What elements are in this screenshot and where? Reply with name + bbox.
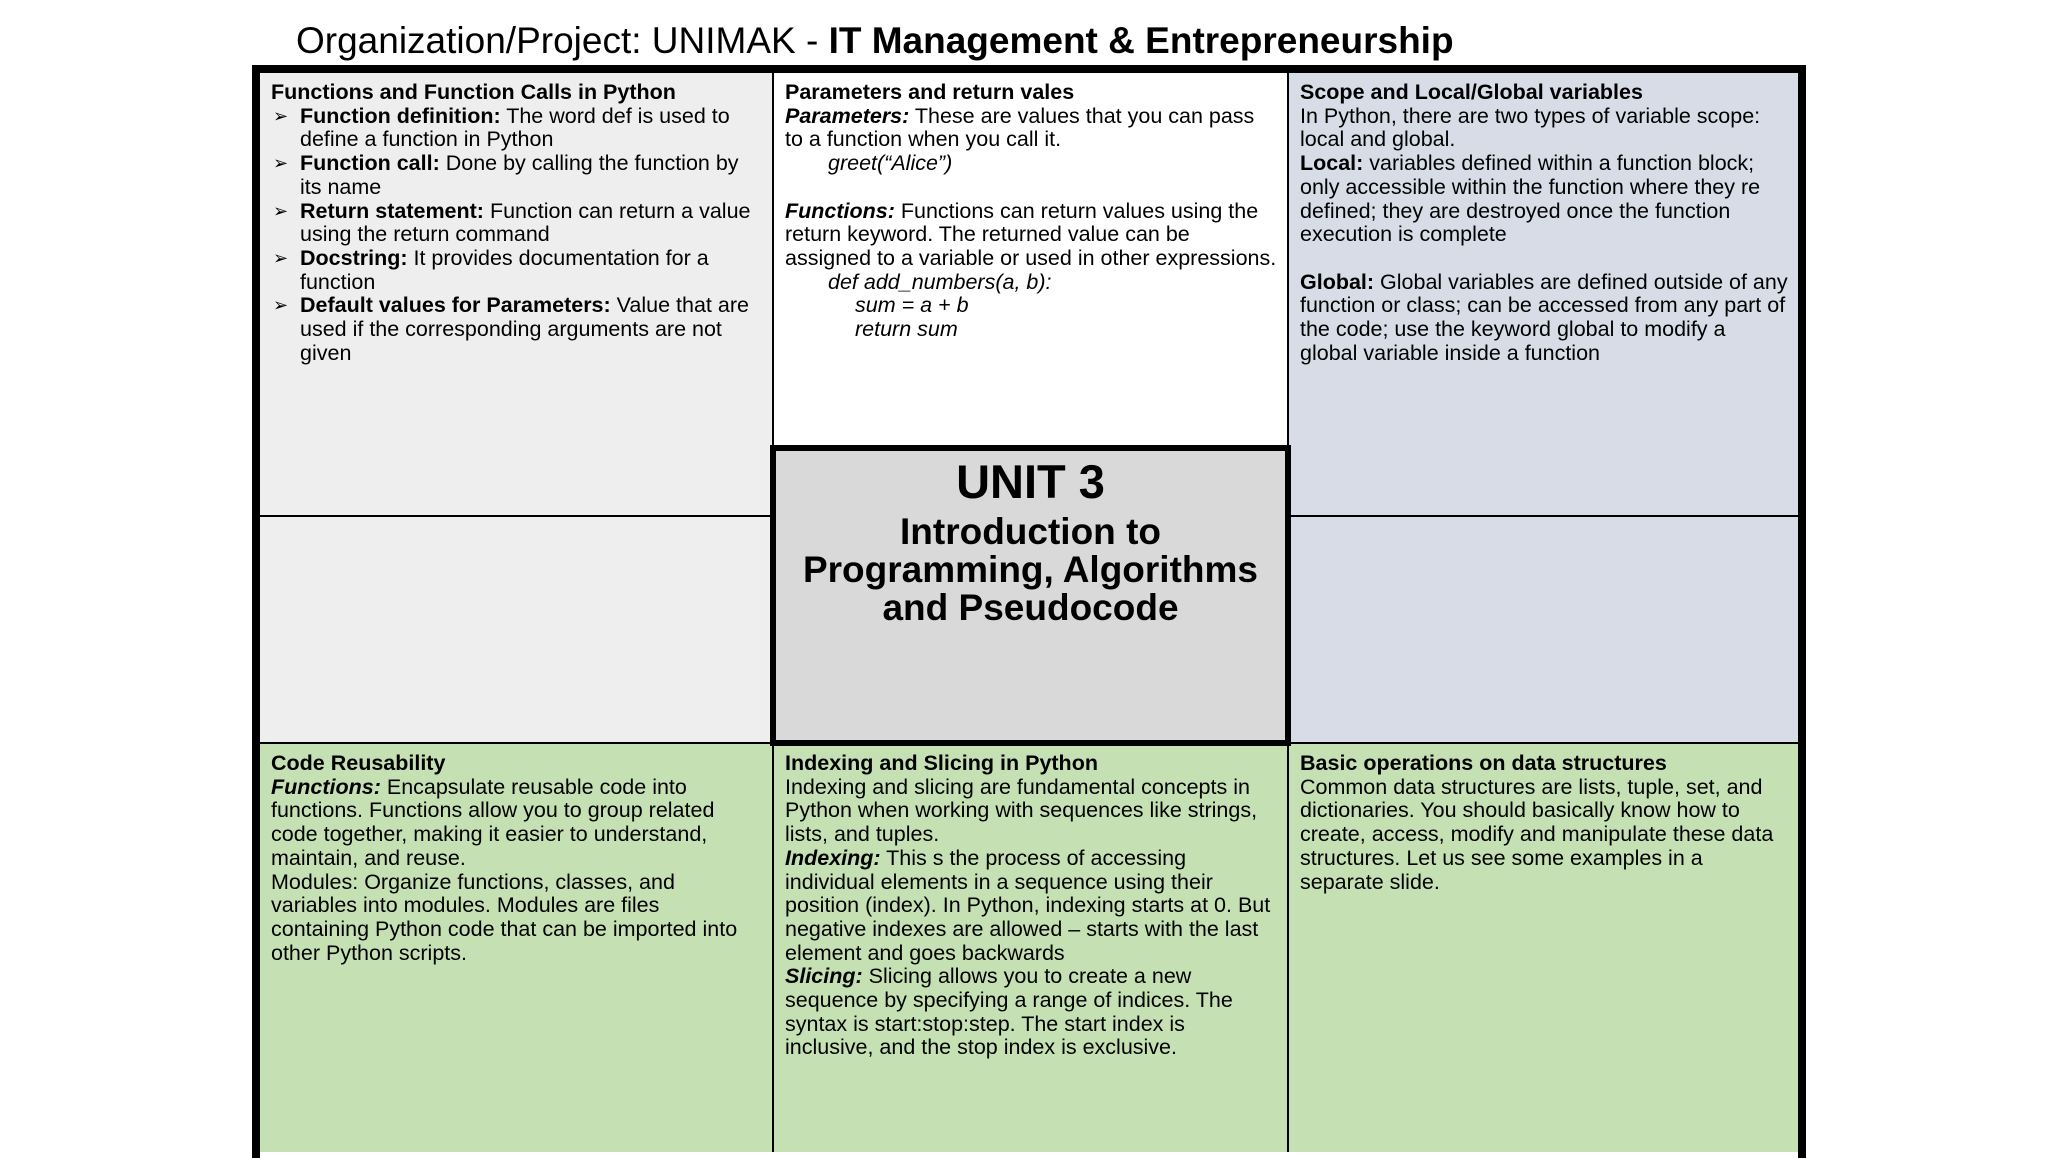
item-term: Function definition: [300, 103, 501, 128]
data-structures-heading: Basic operations on data structures [1300, 751, 1667, 775]
item-term: Function call: [300, 151, 440, 176]
middle-left-cell [260, 517, 772, 742]
list-item [271, 247, 762, 294]
list-item [271, 105, 762, 152]
scope-heading: Scope and Local/Global variables [1300, 80, 1643, 104]
unit-title: UNIT 3 [956, 455, 1105, 508]
functions-term: Functions: [785, 198, 895, 223]
global-term: Global: [1300, 269, 1375, 294]
reusability-heading: Code Reusability [271, 751, 446, 775]
list-item [271, 152, 762, 199]
item-term: Docstring: [300, 245, 408, 270]
functions-list [271, 105, 762, 366]
slicing-text: Slicing allows you to create a new sequence by specifying a range of indices. The syntax is start:stop:step. The start index is inclusive, and the stop index is exclusive. [785, 964, 1233, 1060]
slicing-paragraph [785, 965, 1277, 1060]
scope-cell [1289, 73, 1798, 515]
local-term: Local: [1300, 151, 1364, 176]
unit-subtitle: Introduction to Programming, Algorithms and Pseudocode [802, 511, 1258, 628]
reuse-functions-paragraph [271, 776, 762, 871]
spacer [785, 176, 1277, 200]
data-structures-text: Common data structures are lists, tuple, set, and dictionaries. You should basically know how to create, access, modify and manipulate these data structures. Let us see some examples in a separate slide. [1300, 774, 1774, 894]
local-text: variables defined within a function block; only accessible within the function where they re defined; they are destroyed once the function execution is complete [1300, 151, 1761, 247]
unit-center-box [770, 445, 1291, 746]
item-text: Function can return a value using the return command [300, 198, 751, 247]
item-term: Return statement: [300, 198, 484, 223]
reuse-functions-text: Encapsulate reusable code into functions. Functions allow you to group related code together, making it easier to understand, maintain, and reuse. [271, 774, 715, 870]
title-prefix: Organization/Project: UNIMAK - [296, 20, 829, 61]
scope-intro: In Python, there are two types of variable scope: local and global. [1300, 103, 1761, 152]
functions-cell [260, 73, 772, 515]
return-paragraph [785, 200, 1277, 271]
reusability-cell [260, 744, 772, 1152]
list-item [271, 294, 762, 365]
indexing-paragraph [785, 847, 1277, 966]
parameters-text: These are values that you can pass to a function when you call it. [785, 103, 1255, 152]
spacer [1300, 247, 1788, 271]
parameters-term: Parameters: [785, 103, 910, 128]
indexing-text: This s the process of accessing individual elements in a sequence using their position (index). In Python, indexing starts at 0. But negative indexes are allowed – starts with the last element and goes backwards [785, 845, 1271, 965]
indexing-intro: Indexing and slicing are fundamental concepts in Python when working with sequences like strings, lists, and tuples. [785, 774, 1258, 847]
reuse-functions-term: Functions: [271, 774, 381, 799]
list-item [271, 200, 762, 247]
item-text: Value that are used if the corresponding arguments are not given [300, 293, 749, 365]
indexing-heading: Indexing and Slicing in Python [785, 751, 1098, 775]
modules-paragraph: Modules: Organize functions, classes, and variables into modules. Modules are files containing Python code that can be imported into other Python scripts. [271, 869, 738, 965]
arrow-bullet-icon: ➢ [273, 247, 289, 268]
item-text: It provides documentation for a function [300, 245, 709, 294]
item-text: Done by calling the function by its name [300, 151, 739, 199]
code-line: return sum [855, 317, 958, 342]
indexing-cell [774, 744, 1287, 1152]
arrow-bullet-icon: ➢ [273, 295, 289, 316]
middle-right-cell [1289, 517, 1798, 742]
functions-heading: Functions and Function Calls in Python [271, 80, 676, 104]
data-structures-cell [1289, 744, 1798, 1152]
arrow-bullet-icon: ➢ [273, 200, 289, 221]
page-title [296, 18, 1454, 64]
greet-example: greet(“Alice”) [828, 151, 953, 176]
code-line: def add_numbers(a, b): [828, 269, 1052, 294]
arrow-bullet-icon: ➢ [273, 153, 289, 174]
item-term: Default values for Parameters: [300, 293, 611, 318]
indexing-term: Indexing: [785, 845, 881, 870]
global-text: Global variables are defined outside of any function or class; can be accessed from any part of the code; use the keyword global to modify a global variable inside a function [1300, 269, 1788, 365]
global-paragraph [1300, 271, 1788, 366]
code-line: sum = a + b [855, 293, 969, 318]
title-bold: IT Management & Entrepreneurship [828, 20, 1454, 61]
item-text: The word def is used to define a function in Python [300, 103, 730, 152]
slicing-term: Slicing: [785, 964, 863, 989]
parameters-paragraph [785, 105, 1277, 152]
arrow-bullet-icon: ➢ [273, 105, 289, 126]
parameters-heading: Parameters and return vales [785, 80, 1075, 104]
local-paragraph [1300, 152, 1788, 247]
functions-text: Functions can return values using the return keyword. The returned value can be assigned to a variable or used in other expressions. [785, 198, 1277, 270]
